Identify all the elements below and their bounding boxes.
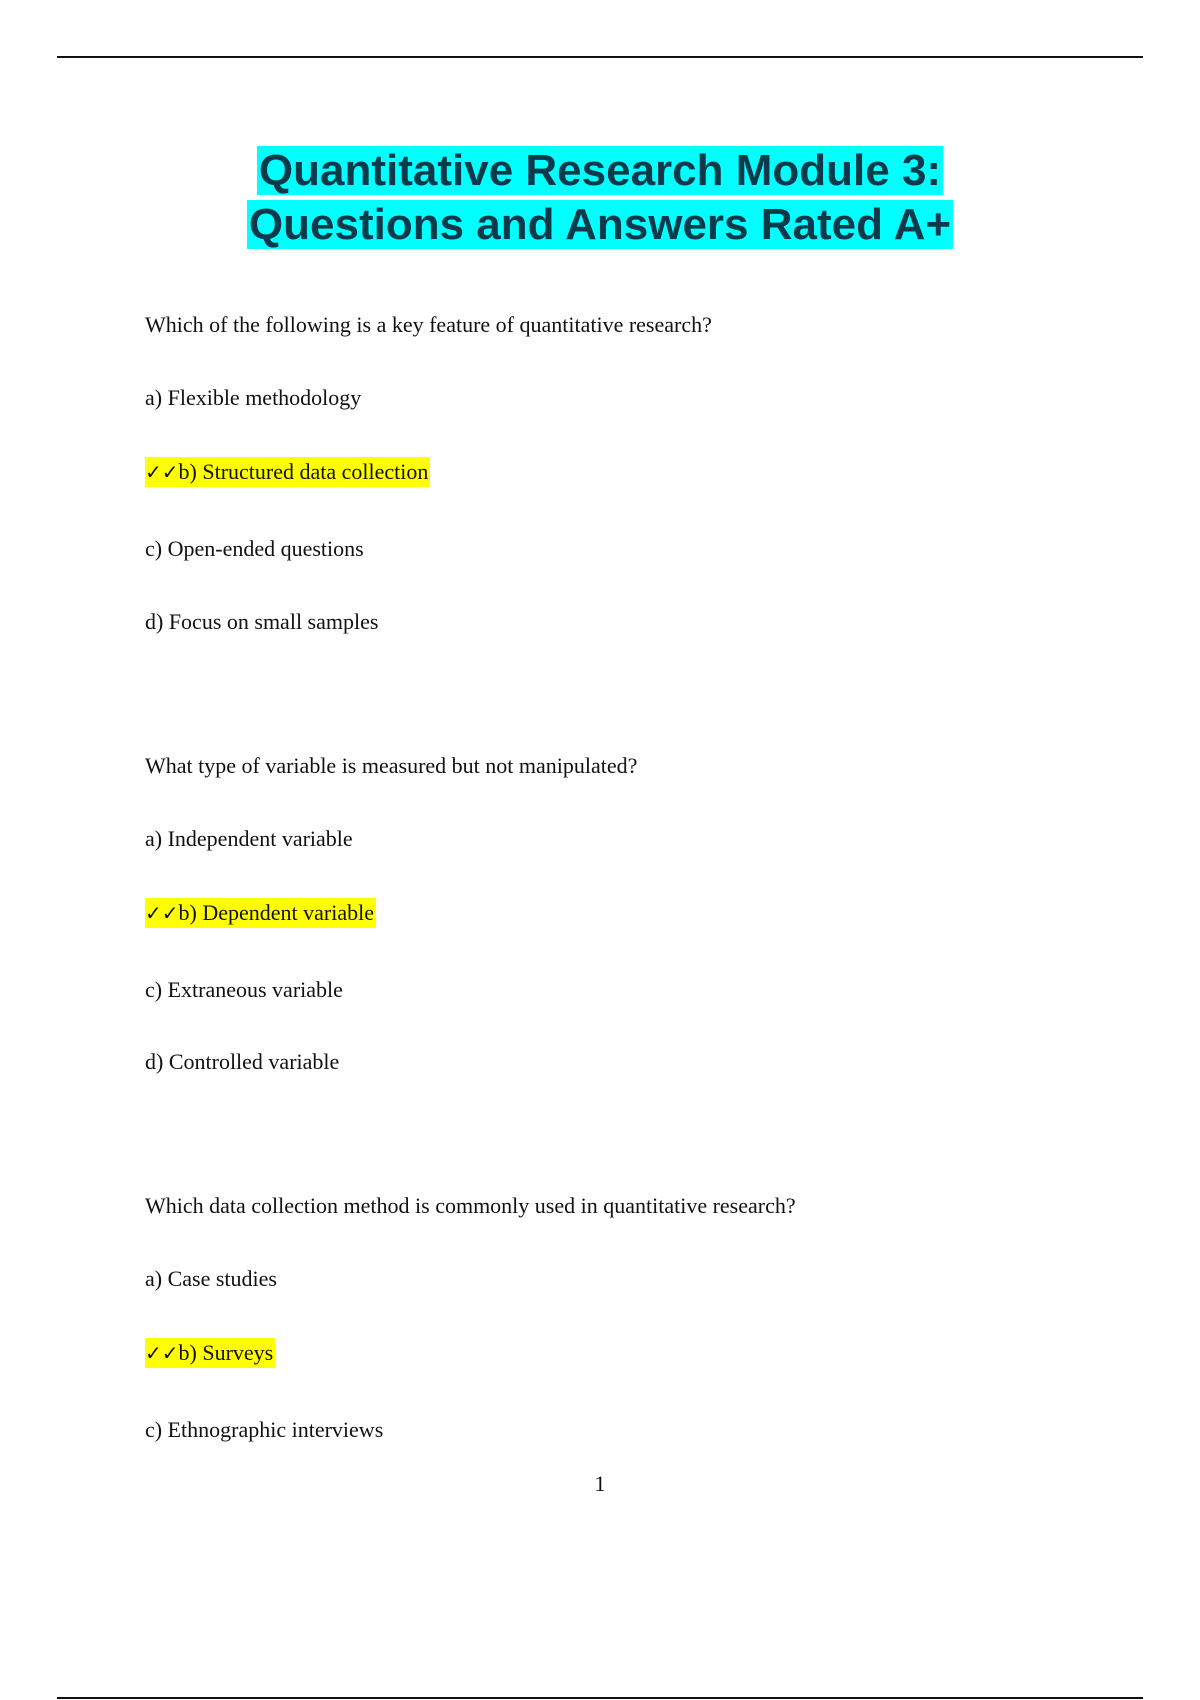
correct-option-b — [145, 458, 430, 486]
option-c: c) Open-ended questions — [145, 536, 364, 561]
question-text: What type of variable is measured but not manipulated? — [145, 753, 638, 778]
answer-highlight — [145, 457, 430, 487]
correct-option-b — [145, 899, 376, 927]
option-d: d) Controlled variable — [145, 1049, 340, 1074]
option-d: d) Focus on small samples — [145, 609, 379, 634]
document-title — [0, 144, 1200, 252]
check-mark-icon: ✓✓ — [145, 460, 179, 484]
correct-option-b — [145, 1339, 275, 1367]
bottom-rule — [57, 1697, 1143, 1699]
option-c: c) Extraneous variable — [145, 977, 343, 1002]
question-text: Which of the following is a key feature of quantitative research? — [145, 312, 712, 337]
page-number: 1 — [594, 1471, 606, 1496]
check-mark-icon: ✓✓ — [145, 1341, 179, 1365]
option-a: a) Flexible methodology — [145, 385, 362, 410]
answer-highlight — [145, 1338, 275, 1368]
title-line-1: Quantitative Research Module 3: — [258, 146, 942, 195]
option-a: a) Independent variable — [145, 826, 353, 851]
answer-highlight — [145, 898, 376, 928]
option-b-label: b) Surveys — [178, 1340, 274, 1365]
option-c: c) Ethnographic interviews — [145, 1417, 384, 1442]
option-b-label: b) Dependent variable — [178, 900, 374, 925]
check-mark-icon: ✓✓ — [145, 901, 179, 925]
title-line-2: Questions and Answers Rated A+ — [248, 200, 952, 249]
option-a: a) Case studies — [145, 1266, 277, 1291]
question-text: Which data collection method is commonly used in quantitative research? — [145, 1193, 796, 1218]
option-b-label: b) Structured data collection — [178, 459, 429, 484]
top-rule — [57, 56, 1143, 58]
